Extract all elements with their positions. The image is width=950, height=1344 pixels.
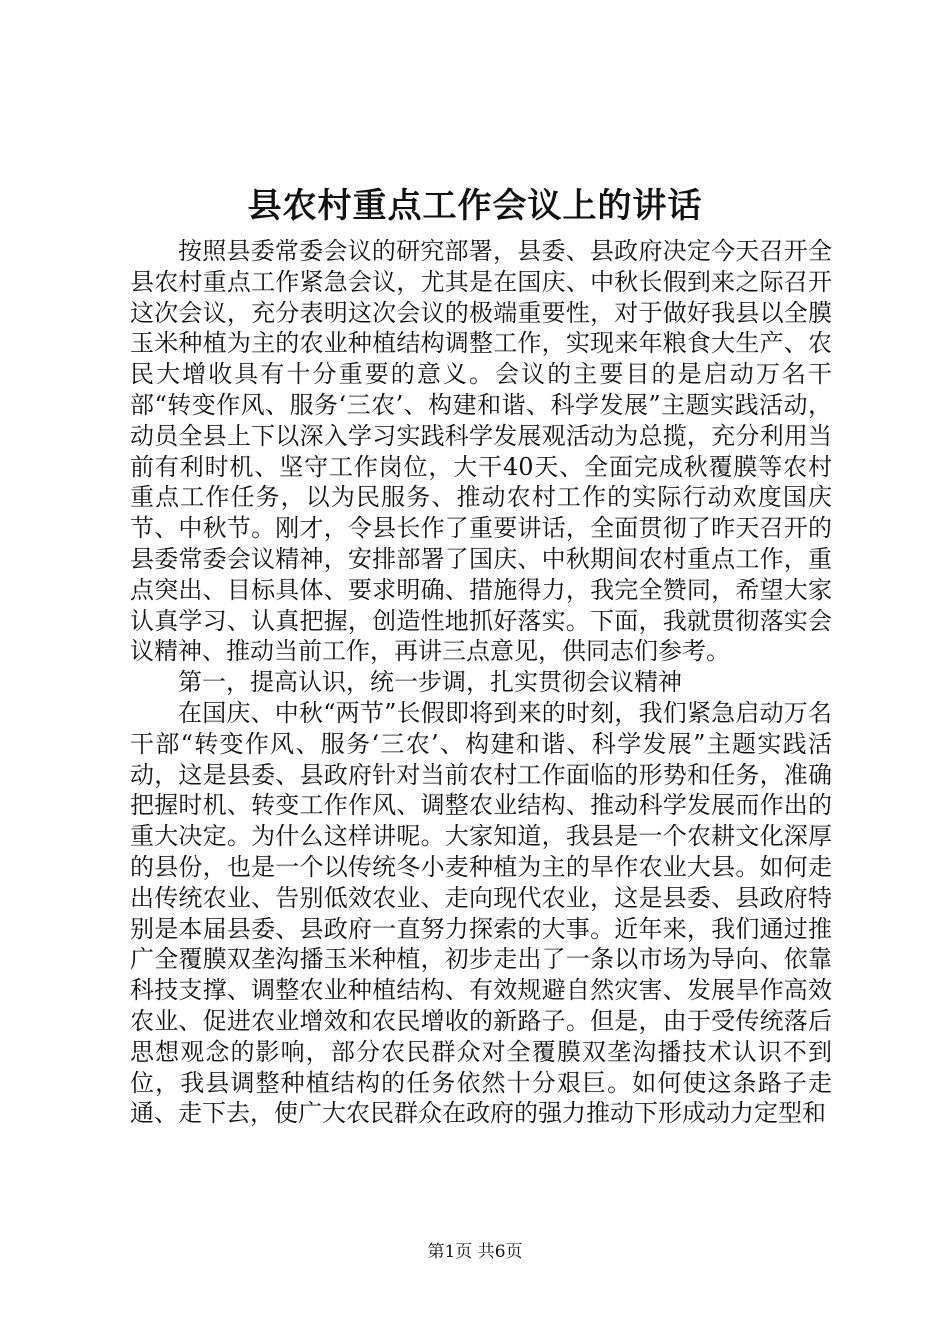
section-heading-1: 第一，提高认识，统一步调，扎实贯彻会议精神 (178, 668, 682, 697)
page-title: 县农村重点工作会议上的讲话 (247, 186, 703, 226)
page-number-footer: 第1页 共6页 (427, 1242, 523, 1262)
document-body (130, 236, 832, 1129)
paragraph-section-1: 在国庆、中秋“两节”长假即将到来的时刻，我们紧急启动万名干部“转变作风、服务‘三农’、构建和谐、科学发展”主题实践活动，这是县委、县政府针对当前农村工作面临的形势和任务，准确把握时机、转变工作作风、调整农业结构、推动科学发展而作出的重大决定。为什么这样讲呢。大家知道，我县是一个农耕文化深厚的县份，也是一个以传统冬小麦种植为主的旱作农业大县。如何走出传统农业、告别低效农业、走向现代农业，这是县委、县政府特别是本届县委、县政府一直努力探索的大事。近年来，我们通过推广全覆膜双垄沟播玉米种植，初步走出了一条以市场为导向、依靠科技支撑、调整农业种植结构、有效规避自然灾害、发展旱作高效农业、促进农业增效和农民增收的新路子。但是，由于受传统落后思想观念的影响，部分农民群众对全覆膜双垄沟播技术认识不到位，我县调整种植结构的任务依然十分艰巨。如何使这条路子走通、走下去，使广大农民群众在政府的强力推动下形成动力定型和 (130, 698, 832, 1128)
paragraph-intro: 按照县委常委会议的研究部署，县委、县政府决定今天召开全县农村重点工作紧急会议，尤其是在国庆、中秋长假到来之际召开这次会议，充分表明这次会议的极端重要性，对于做好我县以全膜玉米种植为主的农业种植结构调整工作，实现来年粮食大生产、农民大增收具有十分重要的意义。会议的主要目的是启动万名干部“转变作风、服务‘三农’、构建和谐、科学发展”主题实践活动，动员全县上下以深入学习实践科学发展观活动为总揽，充分利用当前有利时机、坚守工作岗位，大干40天、全面完成秋覆膜等农村重点工作任务，以为民服务、推动农村工作的实际行动欢度国庆节、中秋节。刚才，令县长作了重要讲话，全面贯彻了昨天召开的县委常委会议精神，安排部署了国庆、中秋期间农村重点工作，重点突出、目标具体、要求明确、措施得力，我完全赞同，希望大家认真学习、认真把握，创造性地抓好落实。下面，我就贯彻落实会议精神、推动当前工作，再讲三点意见，供同志们参考。 (130, 237, 832, 666)
